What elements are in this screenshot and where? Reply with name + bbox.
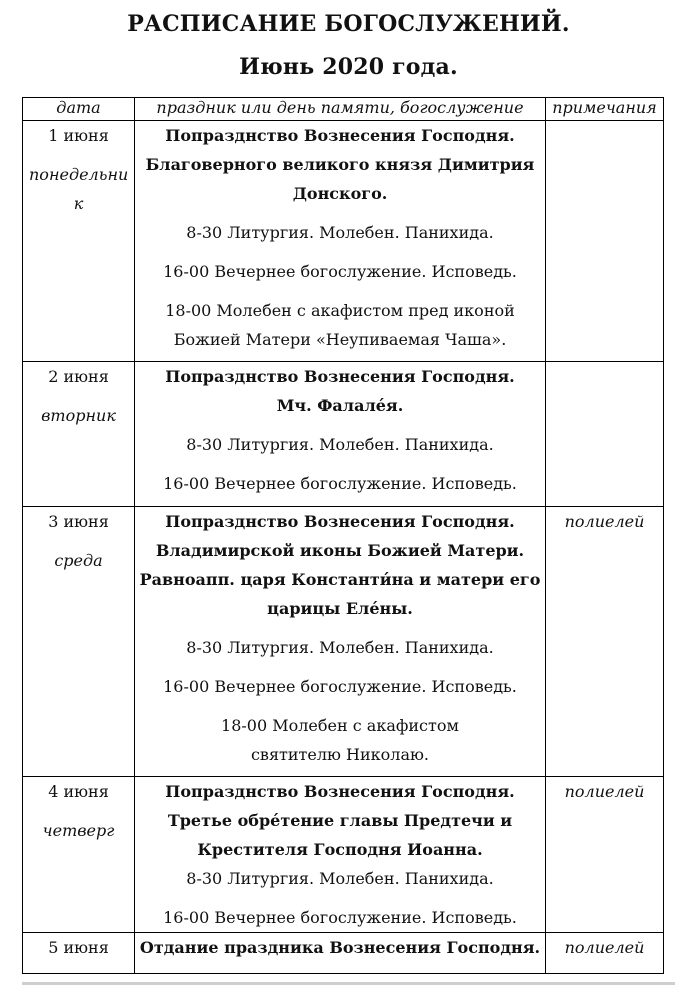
table-row [23,362,664,507]
row-weekday: вторник [41,406,116,425]
row-date: 4 июня [48,782,109,801]
column-header-notes: примечания [546,98,664,121]
row-service: 16-00 Вечернее богослужение. Исповедь. [163,908,517,927]
column-header-event: праздник или день памяти, богослужение [135,98,546,121]
row-feast: Отдание праздника Вознесения Господня. [139,938,541,957]
page-subtitle: Июнь 2020 года. [239,54,458,80]
row-note: полиелей [564,782,645,801]
row-feast: Попразднство Вознесения Господня. Благоверного великого князя Димитрия Донского. [145,126,535,203]
row-note: полиелей [564,938,645,957]
row-service: 8-30 Литургия. Молебен. Панихида. [186,435,494,454]
table-row [23,507,664,777]
row-service: 18-00 Молебен с акафистом святителю Николаю. [221,716,459,764]
row-service: 8-30 Литургия. Молебен. Панихида. [186,638,494,657]
date-cell [23,777,135,933]
row-feast: Попразднство Вознесения Господня. Владимирской иконы Божией Матери. Равноапп. царя Константи́на и матери его царицы Еле́ны. [139,512,541,618]
date-cell [23,507,135,777]
row-service: 18-00 Молебен с акафистом пред иконой Божией Матери «Неупиваемая Чаша». [165,301,515,349]
row-service: 16-00 Вечернее богослужение. Исповедь. [163,677,517,696]
row-note: полиелей [564,512,645,531]
row-service: 8-30 Литургия. Молебен. Панихида. [186,223,494,242]
row-date: 2 июня [48,367,109,386]
schedule-table [22,97,664,974]
note-cell [546,933,664,974]
date-cell [23,933,135,974]
table-header-row [23,98,664,121]
row-date: 5 июня [48,938,109,957]
row-feast: Попразднство Вознесения Господня. Мч. Фалале́я. [165,367,515,415]
event-cell [135,362,546,507]
note-cell [546,121,664,362]
event-cell [135,777,546,933]
note-cell [546,362,664,507]
column-header-date: дата [23,98,135,121]
table-row [23,777,664,933]
row-date: 1 июня [48,126,109,145]
table-row [23,933,664,974]
date-cell [23,362,135,507]
row-weekday: четверг [42,821,115,840]
page-title: РАСПИСАНИЕ БОГОСЛУЖЕНИЙ. [127,11,570,37]
event-cell [135,933,546,974]
row-date: 3 июня [48,512,109,531]
date-cell [23,121,135,362]
note-cell [546,507,664,777]
table-row [23,121,664,362]
row-service: 16-00 Вечернее богослужение. Исповедь. [163,262,517,281]
note-cell [546,777,664,933]
row-feast: Попразднство Вознесения Господня. Третье обре́тение главы Предтечи и Крестителя Господня Иоанна. [165,782,515,859]
row-weekday: среда [54,551,103,570]
event-cell [135,507,546,777]
event-cell [135,121,546,362]
row-weekday: понедельни к [29,165,129,213]
row-service: 16-00 Вечернее богослужение. Исповедь. [163,474,517,493]
row-service: 8-30 Литургия. Молебен. Панихида. [186,869,494,888]
